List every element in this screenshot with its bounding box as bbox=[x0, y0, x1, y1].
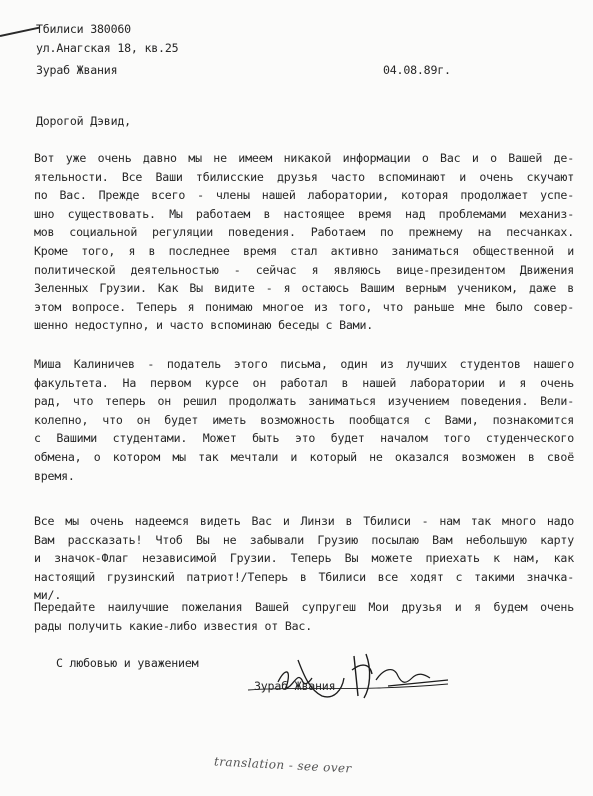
paragraph-line: рад, что теперь он решил продолжать заниматься изучением поведения. Вели- bbox=[34, 394, 574, 409]
paragraph-line: рады получить какие-либо известия от Вас. bbox=[34, 618, 312, 633]
paragraph-line: и значок-Флаг независимой Грузии. Теперь Вы можете приехать к нам, как bbox=[34, 551, 574, 566]
letter-closing: С любовью и уважением bbox=[56, 656, 199, 670]
paragraph-line: колепно, что он будет иметь возможность пообщатся с Вами, познакомится bbox=[34, 412, 574, 427]
corner-pen-mark bbox=[0, 27, 39, 37]
paragraph-line: Зеленных Грузии. Как Вы видите - я остаюсь Вашим верным учеником, даже в bbox=[34, 281, 574, 296]
letter-date: 04.08.89г. bbox=[383, 63, 451, 77]
handwritten-note: translation - see over bbox=[213, 754, 352, 776]
paragraph-3 bbox=[34, 512, 574, 605]
paragraph-line: Вам рассказать! Чтоб Вы не забывали Грузию посылаю Вам небольшую карту bbox=[34, 532, 574, 547]
paragraph-line: политической деятельностью - сейчас я являюсь вице-президентом Движения bbox=[34, 262, 574, 277]
paragraph-line: мов социальной регуляции поведения. Работаем по прежнему на песчанках. bbox=[34, 225, 574, 240]
paragraph-line: Все мы очень надеемся видеть Вас и Линзи в Тбилиси - нам так много надо bbox=[34, 514, 574, 528]
sender-address-street: ул.Анагская 18, кв.25 bbox=[36, 41, 179, 55]
paragraph-line: шенно недоступно, и часто вспоминаю беседы с Вами. bbox=[34, 318, 374, 333]
paragraph-line: настоящий грузинский патриот!/Теперь в Тбилиси все ходят с такими значка- bbox=[34, 569, 574, 584]
paragraph-line: этом вопросе. Теперь я понимаю многое из того, что раньше мне было совер- bbox=[34, 299, 574, 314]
typed-signature-name: Зураб Жвания bbox=[254, 679, 336, 693]
sender-name: Зураб Жвания bbox=[36, 63, 118, 77]
paragraph-line: обмена, о котором мы так мечтали и который не оказался возможен в своё bbox=[34, 449, 574, 464]
paragraph-1 bbox=[34, 149, 574, 335]
paragraph-line: Миша Калиничев - податель этого письма, один из лучших студентов нашего bbox=[34, 357, 574, 371]
paragraph-line: факультета. На первом курсе он работал в нашей лаборатории и я очень bbox=[34, 375, 574, 390]
paragraph-line: Кроме того, я в последнее время стал активно заниматься общественной и bbox=[34, 243, 574, 258]
paragraph-line: с Вашими студентами. Может быть это будет началом того студенческого bbox=[34, 431, 574, 446]
paragraph-line: шно существовать. Мы работаем в настоящее время над проблемами механиз- bbox=[34, 206, 574, 221]
paragraph-4 bbox=[34, 598, 574, 635]
letter-greeting: Дорогой Дэвид, bbox=[36, 114, 131, 128]
paragraph-line: Передайте наилучшие пожелания Вашей супругеш Мои друзья и я будем очень bbox=[34, 600, 574, 614]
paragraph-line: ми/. bbox=[34, 588, 62, 603]
paragraph-line: по Вас. Прежде всего - члены нашей лаборатории, которая продолжает успе- bbox=[34, 188, 574, 203]
sender-address-city: Тбилиси 380060 bbox=[36, 22, 131, 36]
handwritten-signature bbox=[238, 640, 458, 710]
paragraph-line: ятельности. Все Ваши тбилисские друзья часто вспоминают и очень скучают bbox=[34, 169, 574, 184]
paragraph-line: время. bbox=[34, 468, 75, 483]
paragraph-line: Вот уже очень давно мы не имеем никакой информации о Вас и о Вашей де- bbox=[34, 151, 574, 165]
paragraph-2 bbox=[34, 355, 574, 485]
